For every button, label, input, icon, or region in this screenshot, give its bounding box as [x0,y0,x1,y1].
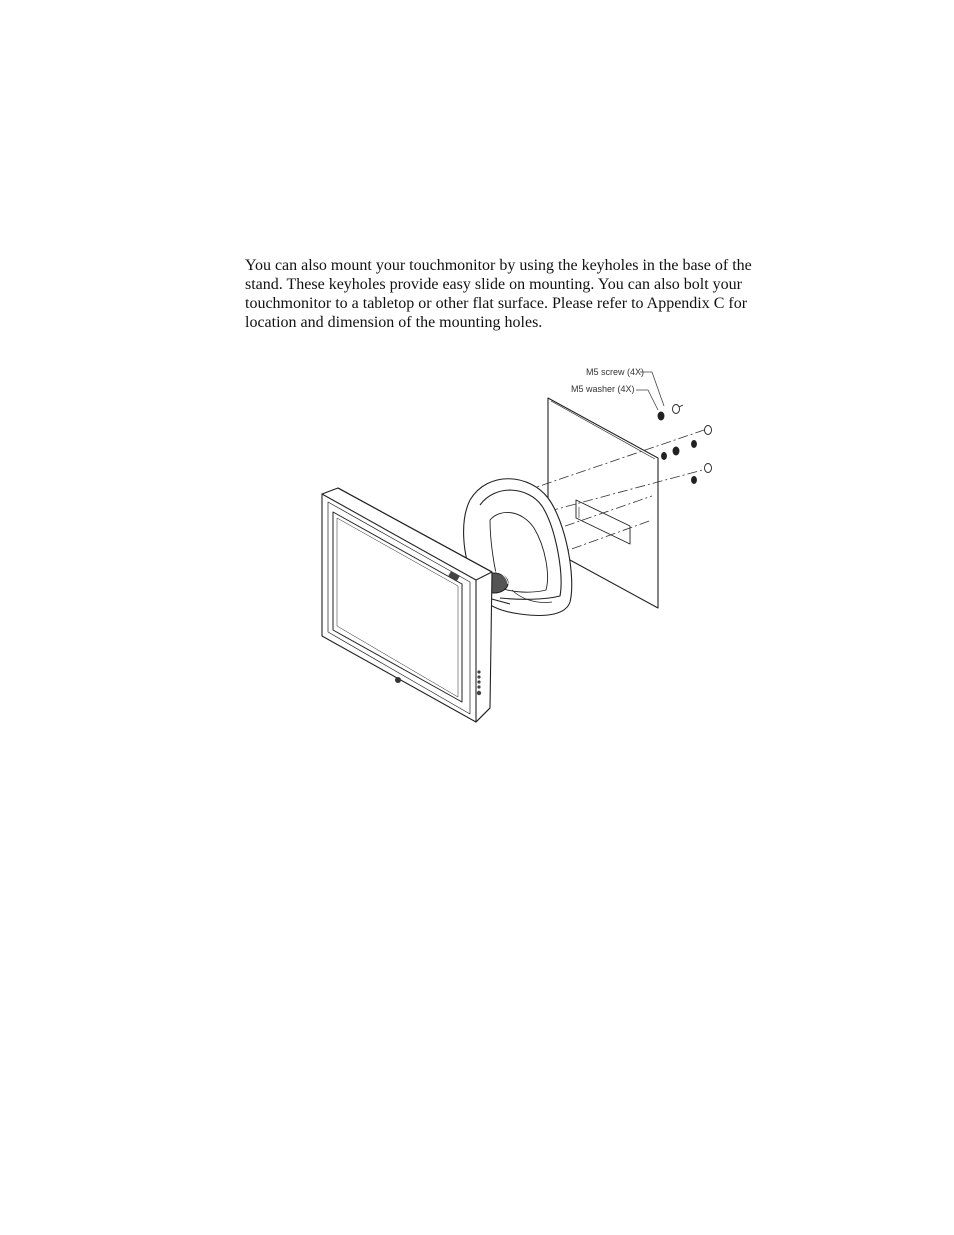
screw-washer-set [658,405,712,484]
paragraph-line: You can also mount your touchmonitor by using the keyholes in the base of the [245,257,752,274]
touchmonitor [322,488,492,722]
screw-callout-label: M5 screw (4X) [586,367,645,377]
callout-leaders [636,372,664,410]
paragraph-line: stand. These keyholes provide easy slide on mounting. You can also bolt your [245,276,742,293]
paragraph-line: touchmonitor to a tabletop or other flat surface. Please refer to Appendix C for [245,295,748,312]
paragraph-line: location and dimension of the mounting holes. [245,314,543,331]
washer-callout-label: M5 washer (4X) [571,384,635,394]
